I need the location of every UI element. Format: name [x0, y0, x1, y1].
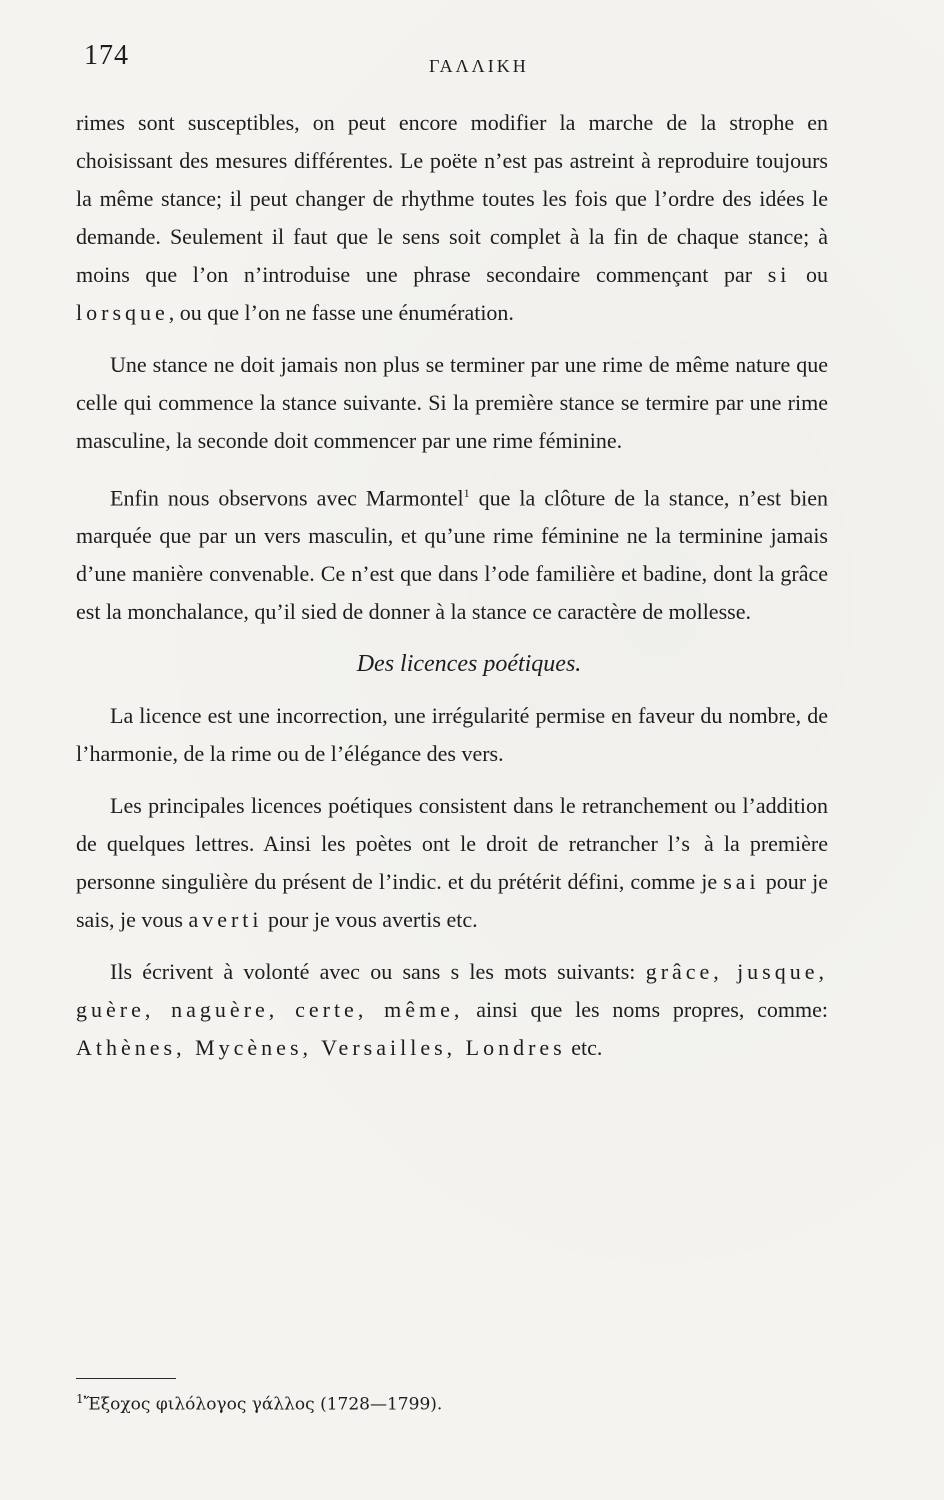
paragraph-text: que la clôture de la stance, n’est bien marquée que par un vers masculin, et qu’une rime féminine ne la terminine jamais d’une manière convenable. Ce n’est que dans l’ode familière et badine, dont la grâce est la monchalance, qu’il sied de donner à la stance ce caractère de mollesse.	[76, 485, 828, 625]
paragraph-text: , ou que l’on ne fasse une énumération.	[168, 300, 514, 325]
footnote-mark: 1	[76, 1392, 84, 1406]
paragraph-licence-definition: La licence est une incorrection, une irrégularité permise en faveur du nombre, de l’harmonie, de la rime ou de l’élégance des vers.	[76, 703, 828, 767]
running-title: ΓΑΛΛΙΚΗ	[429, 56, 529, 76]
paragraph-text: à la première personne singulière du présent de l’indic. et du prétérit défini, comme je	[76, 831, 829, 895]
keyword-word-list: grâce, jusque, guère, naguère, certe, même,	[76, 959, 829, 1023]
paragraph-text: ou	[806, 262, 829, 287]
paragraph-text: Les principales licences poétiques consistent dans le retranchement ou l’addition de quelques lettres. Ainsi les poètes ont le droit de retrancher l’	[76, 793, 828, 857]
paragraph-strophe-modification	[76, 104, 828, 332]
paragraph-text: rimes sont susceptibles, on peut encore modifier la marche de la strophe en choisissant des mesures différentes. Le poëte n’est pas astreint à reproduire toujours la même stance; il peut changer de rhythme toutes les fois que l’ordre des idées le demande. Seulement il faut que le sens soit complet à la fin de chaque stance; à moins que l’on n’introduise une phrase secondaire commençant par	[76, 110, 828, 287]
paragraph-text: etc.	[565, 1035, 603, 1061]
paragraph-text: pour je sais, je vous	[76, 869, 829, 933]
footnote-reference[interactable]: 1	[463, 486, 470, 500]
keyword-lorsque: lorsque	[76, 300, 169, 325]
paragraph-text: ainsi que les noms propres, comme:	[463, 997, 828, 1023]
paragraph-text: pour je vous avertis etc.	[262, 907, 478, 933]
footnote-text: Ἔξοχος φιλόλογος γάλλος (1728—1799).	[83, 1394, 443, 1415]
keyword-s: s	[681, 831, 694, 857]
paragraph-principal-licences	[76, 787, 828, 939]
keyword-proper-names: Athènes, Mycènes, Versailles, Londres	[76, 1035, 566, 1061]
page-header	[84, 40, 864, 80]
paragraph-optional-s	[76, 953, 828, 1067]
paragraph-text: Ils écrivent à volonté avec ou sans s les mots suivants:	[110, 959, 636, 985]
keyword-averti: averti	[188, 907, 263, 933]
paragraph-marmontel	[76, 474, 828, 631]
paragraph-text: Enfin nous observons avec Marmontel	[110, 485, 464, 511]
keyword-sai: sai	[723, 869, 760, 895]
section-heading: Des licences poétiques.	[356, 651, 582, 678]
body-text	[76, 104, 828, 1081]
footnote-divider	[76, 1378, 176, 1379]
paragraph-stance-rime: Une stance ne doit jamais non plus se terminer par une rime de même nature que celle qui commence la stance suivante. Si la première stance se termire par une rime masculine, la seconde doit commencer par une rime féminine.	[76, 352, 828, 453]
page-number: 174	[84, 40, 129, 71]
keyword-si: si	[767, 262, 791, 287]
footnote	[76, 1386, 828, 1418]
